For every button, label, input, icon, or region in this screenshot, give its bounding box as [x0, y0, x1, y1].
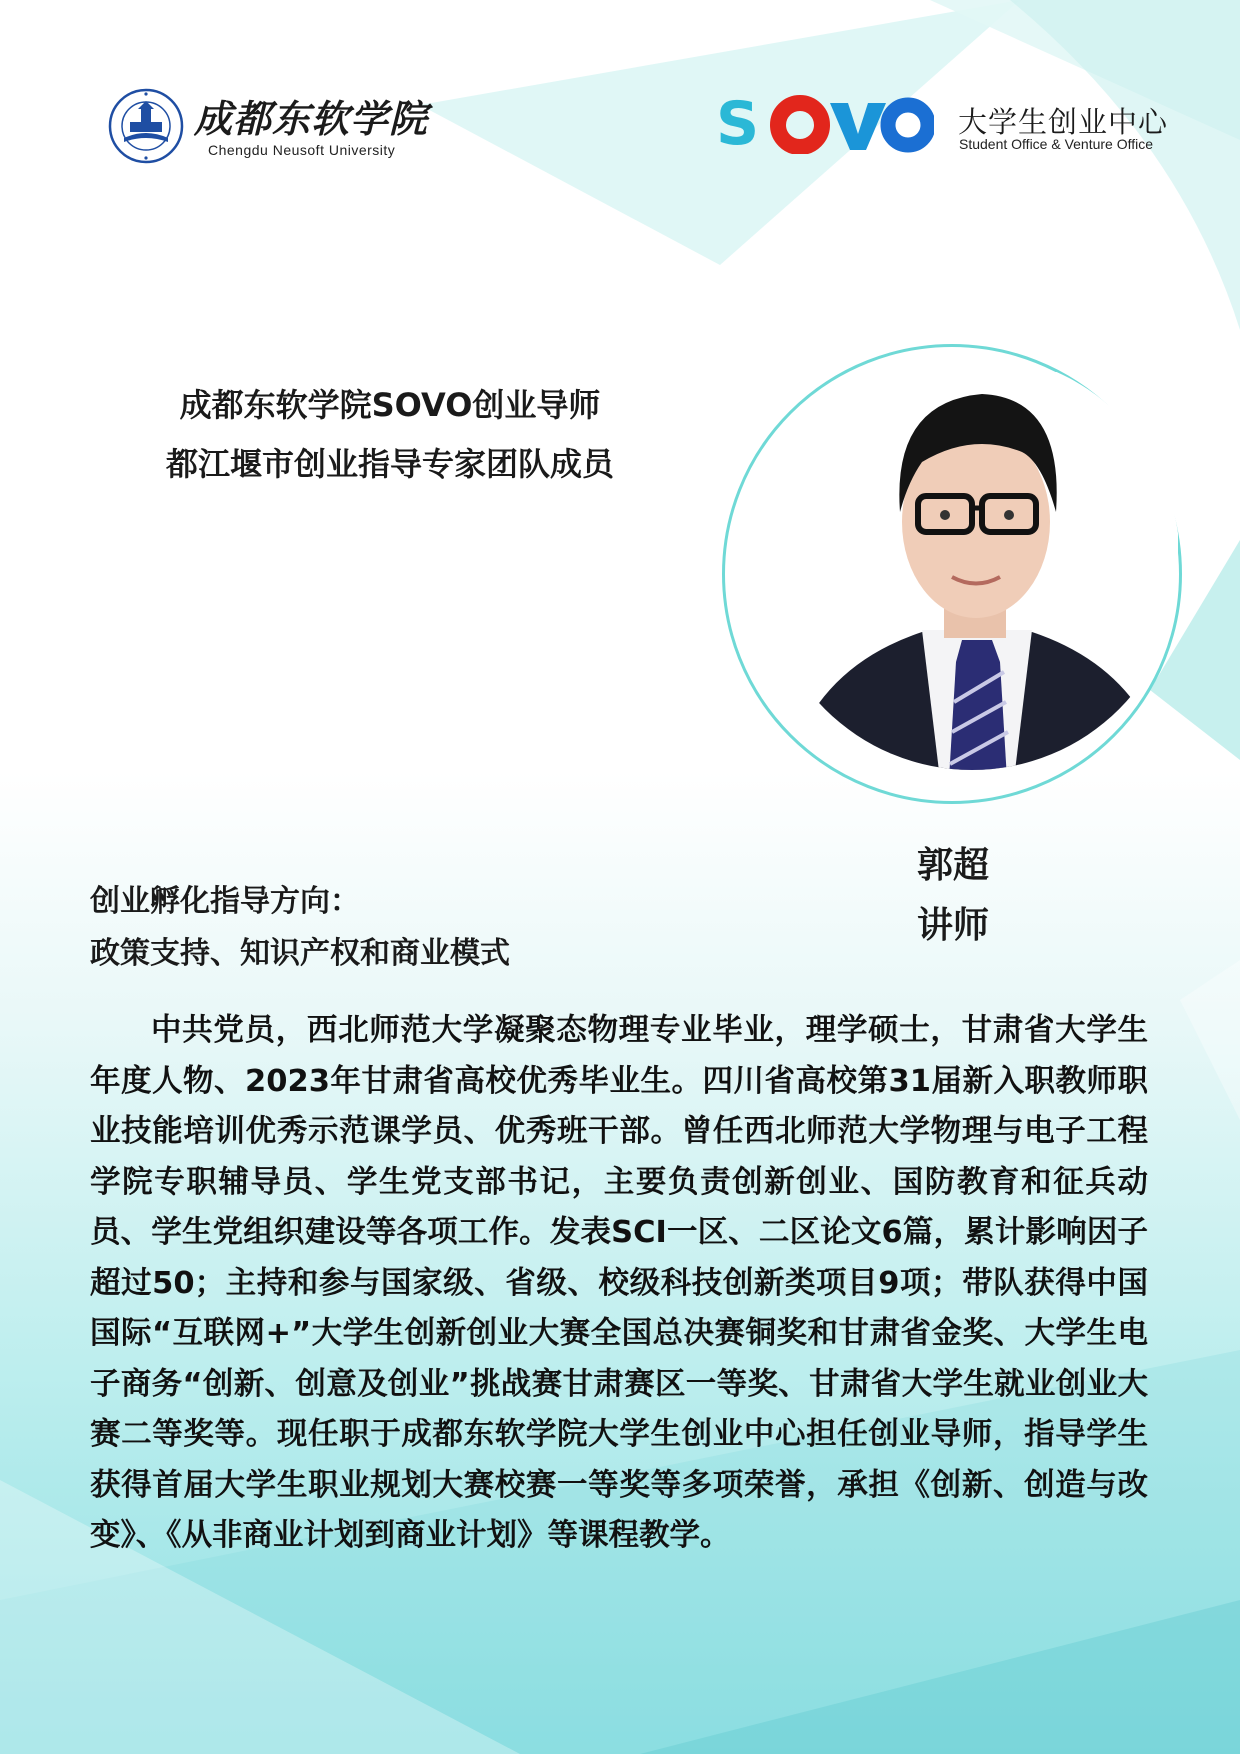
guidance-direction: [90, 876, 730, 980]
center-name-cn: 大学生创业中心: [958, 105, 1169, 139]
sovo-letter-o1: [778, 103, 822, 147]
biography-text: 中共党员，西北师范大学凝聚态物理专业毕业，理学硕士，甘肃省大学生年度人物、2023年甘肃省高校优秀毕业生。四川省高校第31届新入职教师职业技能培训优秀示范课学员、优秀班干部。曾任西北师范大学物理与电子工程学院专职辅导员、学生党支部书记，主要负责创新创业、国防教育和征兵动员、学生党组织建设等各项工作。发表SCI一区、二区论文6篇，累计影响因子超过50；主持和参与国家级、省级、校级科技创新类项目9项；带队获得中国国际“互联网+”大学生创新创业大赛全国总决赛铜奖和甘肃省金奖、大学生电子商务“创新、创意及创业”挑战赛甘肃赛区一等奖、甘肃省大学生就业创业大赛二等奖等。现任职于成都东软学院大学生创业中心担任创业导师，指导学生获得首届大学生职业规划大赛校赛一等奖等多项荣誉，承担《创新、创造与改变》、《从非商业计划到商业计划》等课程教学。: [90, 1013, 1148, 1553]
person-name: 郭超: [916, 845, 989, 886]
university-seal-icon: [108, 88, 184, 164]
university-logo: [108, 86, 429, 166]
direction-value: 政策支持、知识产权和商业模式: [90, 936, 510, 971]
headline: [100, 376, 680, 494]
person-info: [880, 836, 1026, 956]
sovo-logo: [714, 94, 934, 154]
direction-label: 创业孵化指导方向：: [90, 884, 360, 919]
sovo-letter-v: [830, 103, 886, 150]
sovo-letter-s: S: [716, 94, 760, 154]
person-title: 讲师: [916, 905, 989, 946]
sovo-letter-o2: [888, 105, 928, 145]
center-name: [958, 100, 1188, 160]
headline-line-1: 成都东软学院SOVO创业导师: [179, 386, 601, 424]
university-name-cn: 成都东软学院: [194, 96, 429, 141]
university-name-en: Chengdu Neusoft University: [208, 142, 396, 158]
headline-line-2: 都江堰市创业指导专家团队成员: [165, 445, 614, 483]
center-name-en: Student Office & Venture Office: [959, 136, 1154, 152]
portrait-photo: [772, 372, 1178, 796]
